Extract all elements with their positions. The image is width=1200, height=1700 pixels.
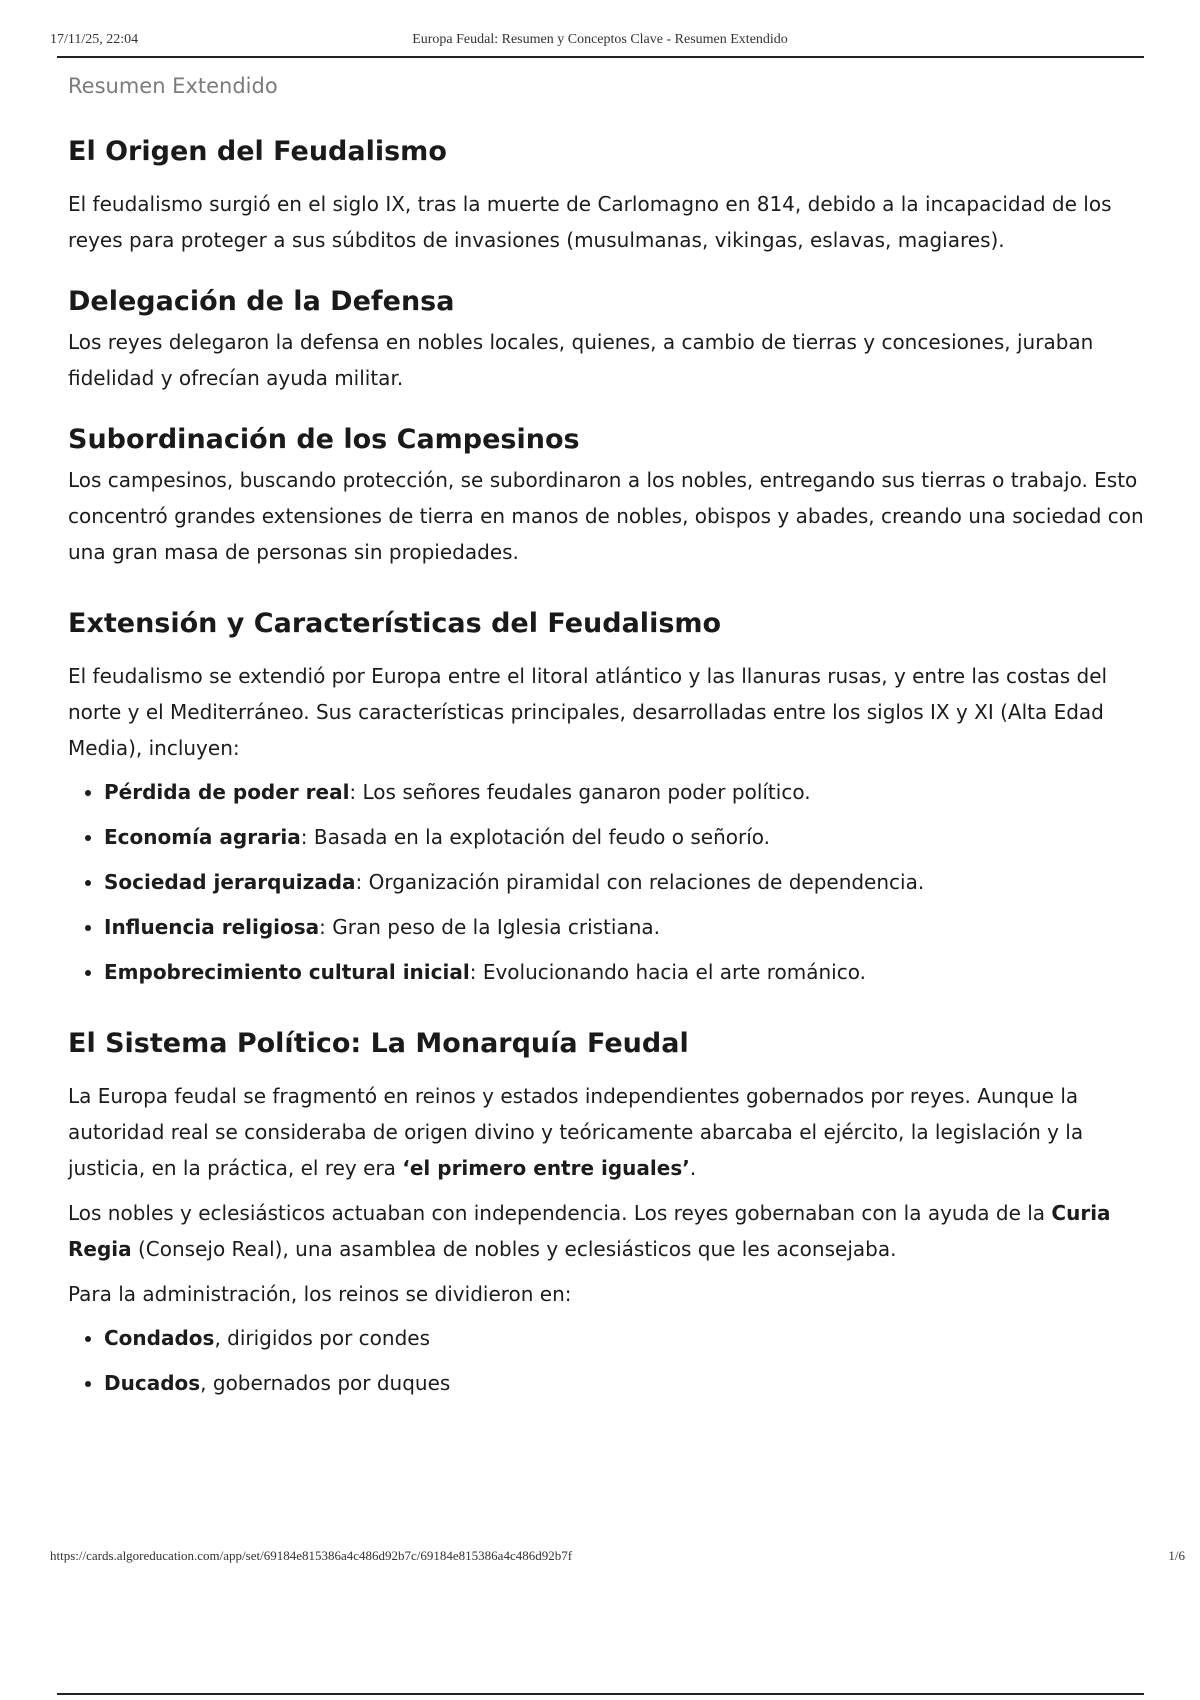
list-administracion — [68, 1320, 1163, 1401]
list-item — [104, 864, 1163, 900]
list-item — [104, 774, 1163, 810]
list-item-text: : Organización piramidal con relaciones de dependencia. — [355, 870, 925, 894]
text-run: (Consejo Real), una asamblea de nobles y eclesiásticos que les aconsejaba. — [131, 1237, 897, 1261]
print-title: Europa Feudal: Resumen y Conceptos Clave - Resumen Extendido — [412, 32, 788, 47]
paragraph-sistema-3: Para la administración, los reinos se dividieron en: — [68, 1282, 572, 1306]
list-item — [104, 819, 1163, 855]
list-item-text: : Los señores feudales ganaron poder político. — [349, 780, 811, 804]
print-date: 17/11/25, 22:04 — [50, 32, 139, 47]
list-caracteristicas — [68, 774, 1163, 990]
heading-delegacion: Delegación de la Defensa — [68, 286, 455, 317]
header-divider — [57, 56, 1144, 58]
paragraph-subordinacion: Los campesinos, buscando protección, se subordinaron a los nobles, entregando sus tierras o trabajo. Esto concentró grandes extensiones de tierra en manos de nobles, obispos y abades, creando una sociedad con una gran masa de personas sin propiedades. — [68, 468, 1144, 564]
text-run: Los nobles y eclesiásticos actuaban con independencia. Los reyes gobernaban con la ayuda de la — [68, 1201, 1052, 1225]
list-item-term: Pérdida de poder real — [104, 780, 350, 804]
heading-sistema: El Sistema Político: La Monarquía Feudal — [68, 1028, 689, 1059]
list-item-term: Condados — [104, 1326, 215, 1350]
paragraph-sistema-2 — [68, 1195, 1163, 1267]
list-item-term: Empobrecimiento cultural inicial — [104, 960, 470, 984]
text-run: . — [689, 1156, 697, 1180]
print-footer — [50, 1548, 1185, 1568]
bottom-divider — [57, 1693, 1144, 1695]
list-item-term: Ducados — [104, 1371, 201, 1395]
list-item-term: Economía agraria — [104, 825, 301, 849]
paragraph-sistema-1 — [68, 1078, 1163, 1186]
list-item-text: : Basada en la explotación del feudo o señorío. — [300, 825, 771, 849]
paragraph-origen: El feudalismo surgió en el siglo IX, tras la muerte de Carlomagno en 814, debido a la incapacidad de los reyes para proteger a sus súbditos de invasiones (musulmanas, vikingas, eslavas, magiares). — [68, 192, 1112, 252]
list-item — [104, 1365, 1163, 1401]
print-header — [50, 30, 1150, 56]
emphasis-curia-regia: Curia Regia — [68, 1201, 1111, 1261]
page-kicker: Resumen Extendido — [68, 74, 278, 98]
list-item-text: : Evolucionando hacia el arte románico. — [469, 960, 866, 984]
emphasis-primero-entre-iguales: ‘el primero entre iguales’ — [402, 1156, 690, 1180]
list-item — [104, 1320, 1163, 1356]
list-item-text: , gobernados por duques — [200, 1371, 451, 1395]
heading-extension: Extensión y Características del Feudalismo — [68, 608, 722, 639]
paragraph-extension: El feudalismo se extendió por Europa entre el litoral atlántico y las llanuras rusas, y entre las costas del norte y el Mediterráneo. Sus características principales, desarrolladas entre los siglos IX y XI (Alta Edad Media), incluyen: — [68, 664, 1108, 760]
heading-subordinacion: Subordinación de los Campesinos — [68, 424, 580, 455]
page-number: 1/6 — [1168, 1548, 1185, 1563]
document-content — [68, 70, 1163, 1410]
list-item-term: Influencia religiosa — [104, 915, 320, 939]
print-url: https://cards.algoreducation.com/app/set/69184e815386a4c486d92b7c/69184e815386a4c486d92b7f — [50, 1548, 573, 1563]
paragraph-delegacion: Los reyes delegaron la defensa en nobles locales, quienes, a cambio de tierras y concesiones, juraban fidelidad y ofrecían ayuda militar. — [68, 330, 1094, 390]
list-item-term: Sociedad jerarquizada — [104, 870, 356, 894]
list-item — [104, 954, 1163, 990]
list-item — [104, 909, 1163, 945]
text-run: La Europa feudal se fragmentó en reinos y estados independientes gobernados por reyes. Aunque la autoridad real se consideraba de origen divino y teóricamente abarcaba el ejército, la legislación y la justicia, en la práctica, el rey era — [68, 1084, 1084, 1180]
list-item-text: : Gran peso de la Iglesia cristiana. — [319, 915, 661, 939]
heading-origen: El Origen del Feudalismo — [68, 136, 447, 167]
list-item-text: , dirigidos por condes — [214, 1326, 430, 1350]
